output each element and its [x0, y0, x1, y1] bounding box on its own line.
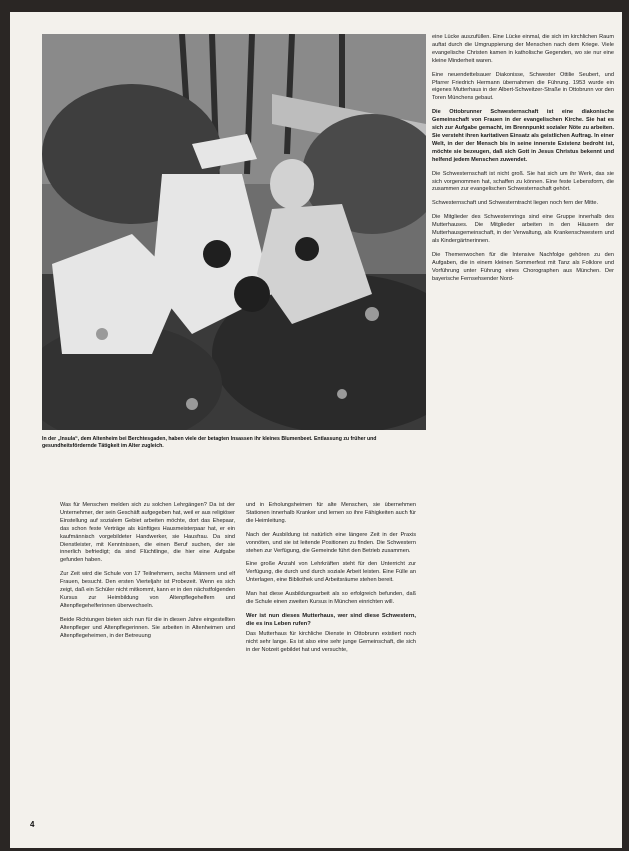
paragraph: Beide Richtungen bieten sich nun für die in diesen Jahre eingestellten Altenpfleger und Altenpflegerinnen. Sie arbeiten in Altenheimen und Altenpflegeheimen, in der Betreuung: [60, 616, 235, 639]
paragraph: Schwesternschaft und Schwesterntracht liegen noch fern der Mitte.: [432, 200, 599, 207]
text-column-right: [432, 34, 614, 289]
text-column-middle: [246, 502, 416, 661]
photo-caption: In der „Insula“, dem Altenheim bei Berchtesgaden, haben viele der betagten Insassen ihr kleines Blumenbeet. Entlassung zu früher und gesundheitsfördernde Tätigkeit im Alter zugleich.: [42, 436, 377, 449]
page-number: 4: [30, 820, 35, 829]
paragraph: Eine neuendettelsauer Diakonisse, Schwester Ottilie Seubert, und Pfarrer Friedrich Hermann übernahmen die Führung. 1953 wurde ein eigenes Mutterhaus in der Albert-Schweitzer-Straße in Ottobrunn vor den Toren Münchens gebaut.: [432, 71, 614, 102]
paragraph: Die Schwesternschaft ist nicht groß. Sie hat sich um ihr Werk, das sie sich vorgenommen hat, schaffen zu können. Eine feste Lebensform, die zusammen zur evangelischen Schwesternschaft gehört.: [432, 170, 614, 193]
paragraph: Das Mutterhaus für kirchliche Dienste in Ottobrunn existiert noch nicht sehr lange. Es ist also eine sehr junge Gemeinschaft, die sich in der Notzeit gebildet hat und versuchte,: [246, 630, 416, 653]
emphasized-paragraph: Die Ottobrunner Schwesternschaft ist eine diakonische Gemeinschaft von Frauen in der evangelischen Kirche. Sie hat es sich zur Aufgabe gemacht, im Brennpunkt sozialer Nöte zu arbeiten. Sie versteht ihren karitativen Einsatz als geistlichen Auftrag. In einer Welt, in der der Mensch bis in seine innerste Existenz bedroht ist, möchte sie bezeugen, daß sich Gott in Jesus Christus bekennt und helfend jedem Menschen zuwendet.: [432, 109, 614, 163]
paragraph: und in Erholungsheimen für alte Menschen, sie übernehmen Stationen innerhalb Kranker und lernen so ihre Fähigkeiten auch für die Heimleitung.: [246, 502, 416, 524]
paragraph: Die Themenwochen für die Intensive Nachfolge gehören zu den Aufgaben, die in einem kleinen Sommerfest mit Tanz als Folklore und Vorführung unter Führung eines Chorographen aus München. Der bayerische Fernsehsender Nord-: [432, 251, 614, 282]
magazine-page: [10, 12, 622, 848]
paragraph: eine Lücke auszufüllen. Eine Lücke einmal, die sich im kirchlichen Raum auftat durch die Umgruppierung der Menschen nach dem Kriege. Viele evangelische Christen kamen in katholische Gegenden, wo sie nur eine kleine Minderheit waren.: [432, 34, 614, 64]
subheading: Wer ist nun dieses Mutterhaus, wer sind diese Schwestern, die es ins Leben rufen?: [246, 612, 416, 627]
paragraph: Eine große Anzahl von Lehrkräften steht für den Unterricht zur Verfügung, die durch und durch soziale Arbeit leisten. Eine Fülle an Unterlagen, eine Bibliothek und Arbeitsräume stehen bereit.: [246, 561, 416, 584]
garden-photo: [42, 34, 426, 430]
paragraph: Man hat diese Ausbildungsarbeit als so erfolgreich befunden, daß die Schule einen zweiten Kursus in München einrichten will.: [246, 591, 416, 606]
paragraph: Nach der Ausbildung ist natürlich eine längere Zeit in der Praxis vonnöten, und sie ist leitende Positionen zu finden. Die Schwestern stehen zur Verfügung, die Gemeinde führt den Betrieb zusammen.: [246, 531, 416, 554]
paragraph: Zur Zeit wird die Schule von 17 Teilnehmern, sechs Männern und elf Frauen, besucht. Den ersten Vierteljahr ist Probezeit. Wenn es sich zeigt, daß ein Schüler nicht mitkommt, kann er in den nächstfolgenden Kursus zur Heimbildung von Altenpflegehelfern und Altenpflegehelferinnen überwechseln.: [60, 571, 235, 609]
text-column-left: [60, 502, 235, 647]
paragraph: Die Mitglieder des Schwesternrings sind eine Gruppe innerhalb des Mutterhauses. Die Mitglieder arbeiten in den Häusern der Mutterhausgemeinschaft, in der Verwaltung, als Krankenschwestern und als Kindergärtnerinnen.: [432, 214, 614, 244]
paragraph: Was für Menschen melden sich zu solchen Lehrgängen? Da ist der Unternehmer, der sein Geschäft aufgegeben hat, weil er aus religiöser Einstellung auf sozialem Gebiet arbeiten möchte, dort das Ehepaar, das schon feste Verträge als künftiges Hausmeisterpaar hat, er ein kaufmännisch vorgebildeter Handwerker, sie Hausfrau. Da sind Dienstleister, mit Kenntnissen, die einen Beruf suchen, der sie innerlich befriedigt; da sind Flüchtlinge, die hier eine Aufgabe gefunden haben.: [60, 502, 235, 564]
